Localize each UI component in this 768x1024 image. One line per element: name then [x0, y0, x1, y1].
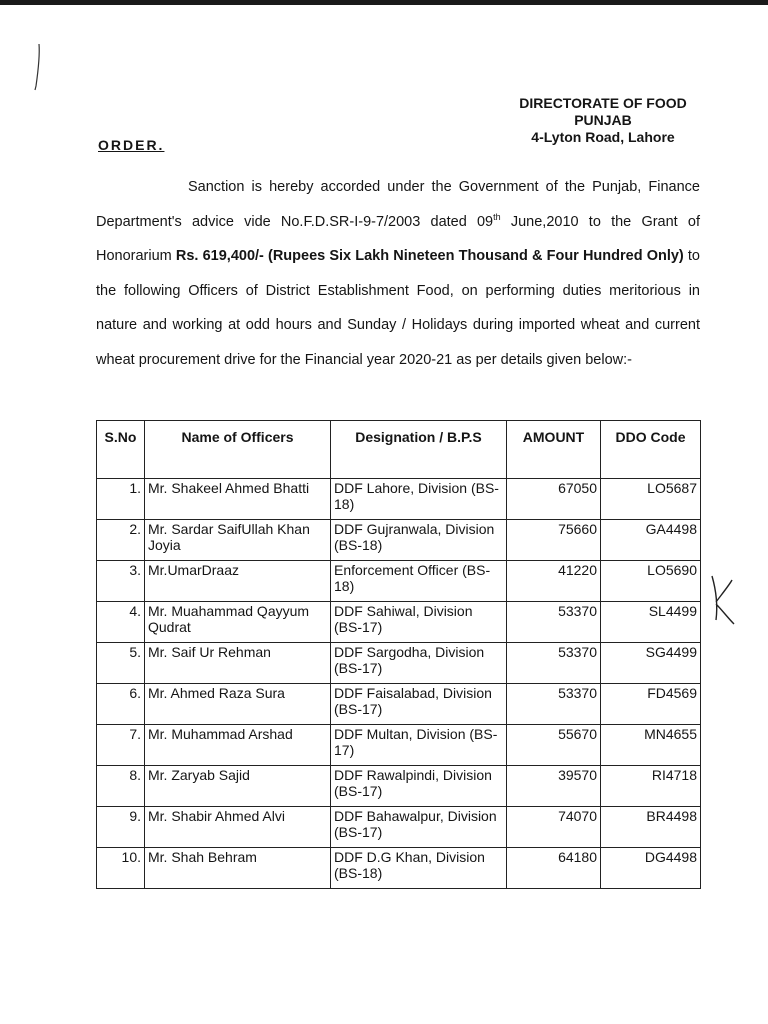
cell-ddo: LO5690	[601, 561, 701, 602]
cell-sno: 8.	[97, 766, 145, 807]
header-line-1: DIRECTORATE OF FOOD	[519, 95, 687, 111]
header-ddo: DDO Code	[601, 421, 701, 479]
cell-designation: DDF D.G Khan, Division (BS-18)	[331, 848, 507, 889]
header-name: Name of Officers	[145, 421, 331, 479]
cell-name: Mr. Shabir Ahmed Alvi	[145, 807, 331, 848]
table-row	[97, 725, 701, 766]
cell-amount: 41220	[507, 561, 601, 602]
cell-designation: DDF Sargodha, Division (BS-17)	[331, 643, 507, 684]
cell-designation: DDF Rawalpindi, Division (BS-17)	[331, 766, 507, 807]
cell-designation: DDF Faisalabad, Division (BS-17)	[331, 684, 507, 725]
header-designation: Designation / B.P.S	[331, 421, 507, 479]
table-row	[97, 766, 701, 807]
body-part-3: to the following Officers of District Establishment Food, on performing duties meritorious in nature and working at odd hours and Sunday / Holidays during imported wheat and current wheat procurement drive for the Financial year 2020-21 as per details given below:-	[96, 248, 700, 368]
cell-ddo: LO5687	[601, 479, 701, 520]
body-part-1: Sanction is hereby accorded under the Government of the Punjab, Finance Department's advice vide No.F.D.SR-I-9-7/2003 dated 09	[96, 179, 700, 230]
scan-top-edge	[0, 0, 768, 5]
cell-amount: 67050	[507, 479, 601, 520]
margin-pen-mark	[34, 42, 42, 92]
cell-sno: 10.	[97, 848, 145, 889]
cell-name: Mr. Sardar SaifUllah Khan Joyia	[145, 520, 331, 561]
cell-ddo: FD4569	[601, 684, 701, 725]
table-row	[97, 807, 701, 848]
cell-ddo: BR4498	[601, 807, 701, 848]
table-row	[97, 602, 701, 643]
body-amount-bold: Rs. 619,400/- (Rupees Six Lakh Nineteen Thousand & Four Hundred Only)	[175, 248, 684, 265]
cell-designation: DDF Sahiwal, Division (BS-17)	[331, 602, 507, 643]
cell-sno: 9.	[97, 807, 145, 848]
cell-amount: 53370	[507, 684, 601, 725]
cell-sno: 7.	[97, 725, 145, 766]
table-row	[97, 848, 701, 889]
table-row	[97, 684, 701, 725]
officers-table-body	[97, 479, 701, 889]
cell-ddo: SL4499	[601, 602, 701, 643]
header-line-2: PUNJAB	[574, 112, 632, 128]
cell-name: Mr. Ahmed Raza Sura	[145, 684, 331, 725]
cell-designation: DDF Bahawalpur, Division (BS-17)	[331, 807, 507, 848]
table-header-row	[97, 421, 701, 479]
cell-amount: 39570	[507, 766, 601, 807]
cell-designation: DDF Gujranwala, Division (BS-18)	[331, 520, 507, 561]
table-row	[97, 643, 701, 684]
cell-amount: 75660	[507, 520, 601, 561]
cell-sno: 2.	[97, 520, 145, 561]
cell-amount: 74070	[507, 807, 601, 848]
cell-name: Mr. Muahammad Qayyum Qudrat	[145, 602, 331, 643]
cell-name: Mr. Saif Ur Rehman	[145, 643, 331, 684]
cell-sno: 6.	[97, 684, 145, 725]
order-title: ORDER.	[98, 137, 165, 153]
table-row	[97, 520, 701, 561]
cell-name: Mr. Zaryab Sajid	[145, 766, 331, 807]
body-superscript: th	[493, 211, 501, 222]
table-row	[97, 479, 701, 520]
cell-name: Mr. Shah Behram	[145, 848, 331, 889]
cell-sno: 1.	[97, 479, 145, 520]
cell-designation: DDF Lahore, Division (BS-18)	[331, 479, 507, 520]
header-amount: AMOUNT	[507, 421, 601, 479]
cell-designation: Enforcement Officer (BS-18)	[331, 561, 507, 602]
cell-amount: 55670	[507, 725, 601, 766]
cell-ddo: SG4499	[601, 643, 701, 684]
cell-name: Mr. Shakeel Ahmed Bhatti	[145, 479, 331, 520]
cell-ddo: GA4498	[601, 520, 701, 561]
cell-amount: 53370	[507, 643, 601, 684]
cell-ddo: DG4498	[601, 848, 701, 889]
header-line-3: 4-Lyton Road, Lahore	[531, 129, 675, 145]
directorate-header	[498, 95, 708, 146]
cell-sno: 4.	[97, 602, 145, 643]
cell-amount: 64180	[507, 848, 601, 889]
cell-sno: 3.	[97, 561, 145, 602]
header-sno: S.No	[97, 421, 145, 479]
cell-name: Mr.UmarDraaz	[145, 561, 331, 602]
cell-ddo: RI4718	[601, 766, 701, 807]
officers-table	[96, 420, 701, 889]
body-part-2: June,2010 to the Grant of Honorarium	[96, 213, 701, 265]
order-paragraph	[96, 170, 700, 378]
cell-sno: 5.	[97, 643, 145, 684]
handwritten-initial-mark	[706, 572, 740, 628]
cell-ddo: MN4655	[601, 725, 701, 766]
order-body	[96, 170, 700, 378]
cell-amount: 53370	[507, 602, 601, 643]
table-row	[97, 561, 701, 602]
cell-name: Mr. Muhammad Arshad	[145, 725, 331, 766]
cell-designation: DDF Multan, Division (BS-17)	[331, 725, 507, 766]
